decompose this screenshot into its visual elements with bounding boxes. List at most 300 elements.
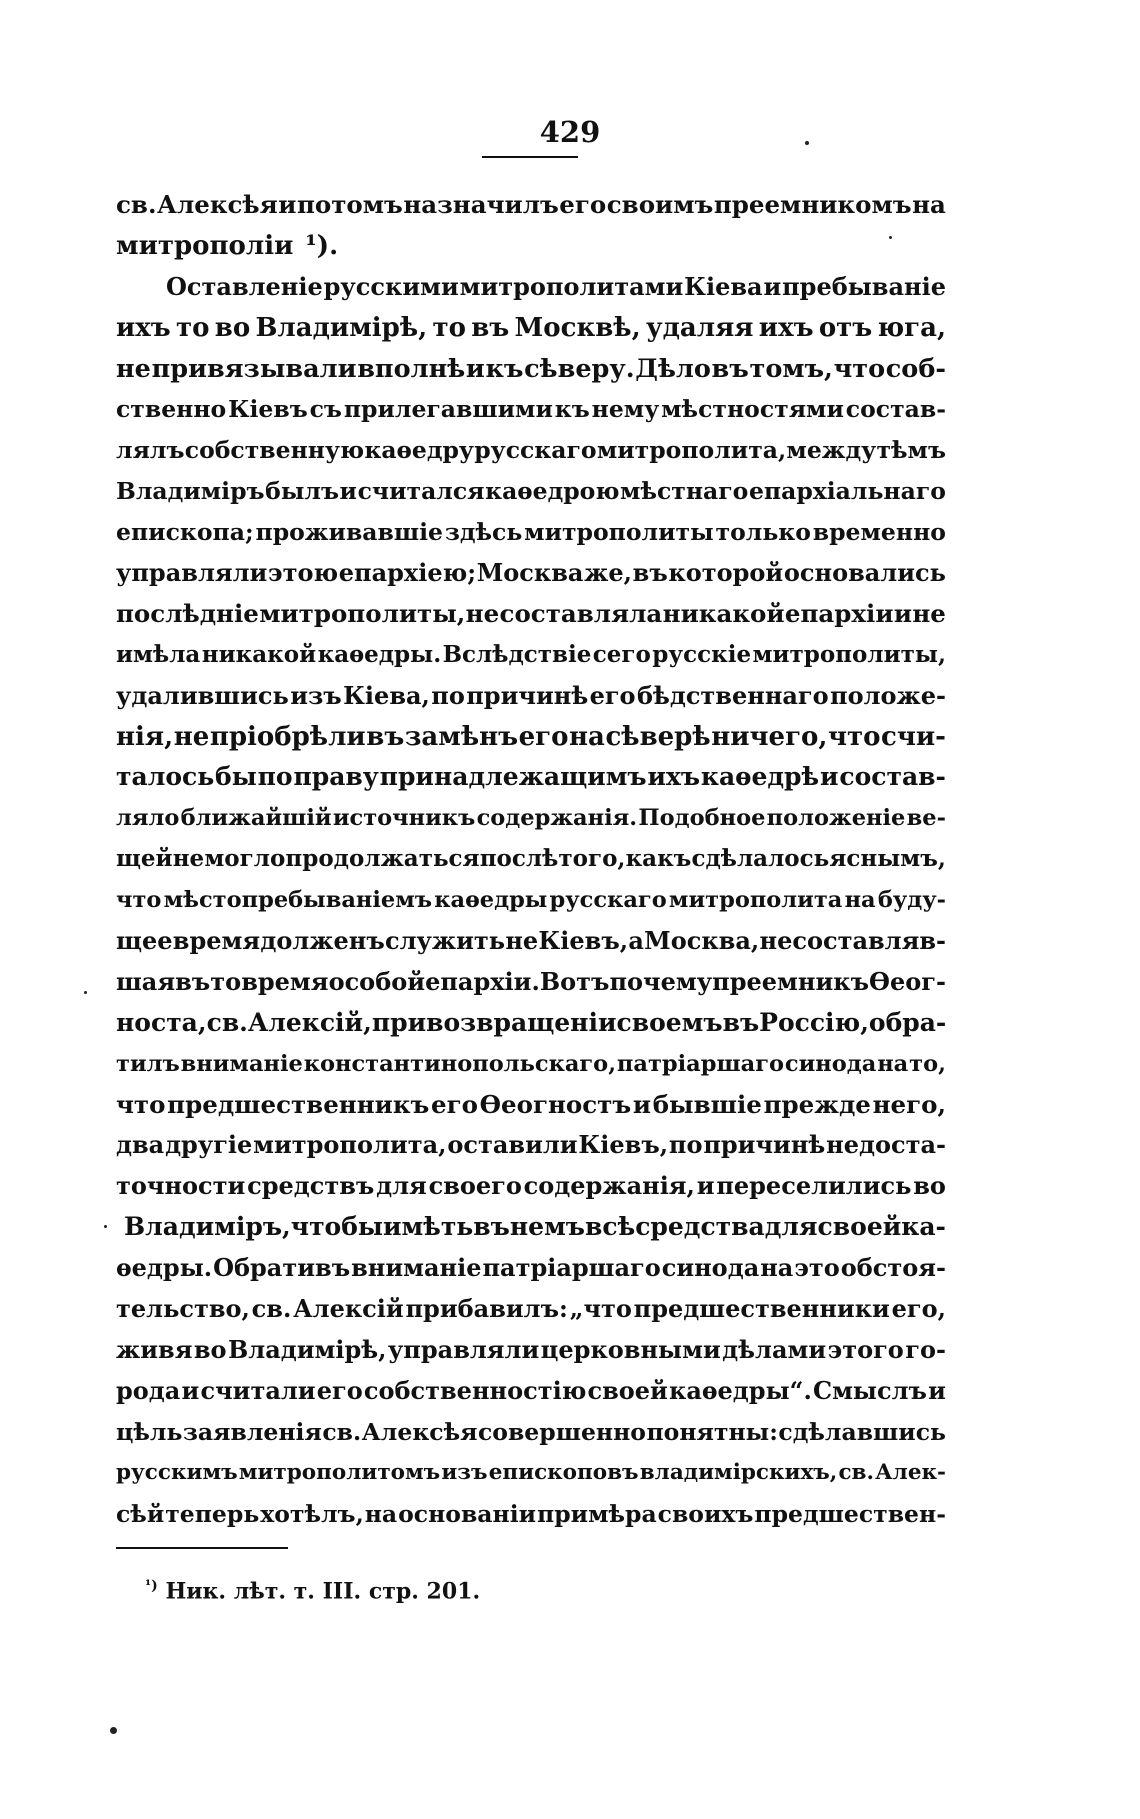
word: яснымъ, <box>829 845 946 873</box>
word: на <box>760 1253 794 1283</box>
word: каѳедры“. <box>669 1375 812 1405</box>
word: въ <box>711 353 749 384</box>
print-speck <box>84 991 87 994</box>
body-line <box>116 1453 946 1494</box>
word: Кіева <box>684 271 763 301</box>
word: русскіе <box>652 640 752 668</box>
word: владимірскихъ, <box>639 1459 838 1485</box>
word: митрополита, <box>596 436 787 465</box>
word: въ <box>471 312 510 343</box>
word: патріаршаго <box>482 1253 661 1283</box>
word: патріаршаго <box>616 1050 785 1077</box>
word: предшественникъ <box>167 1089 430 1119</box>
word: епархіею; <box>338 558 477 588</box>
word: цѣль <box>116 1417 183 1446</box>
word: этого <box>827 1334 904 1364</box>
word: того, <box>558 845 626 873</box>
word: обра- <box>868 1007 946 1037</box>
word: имѣть <box>382 1212 474 1242</box>
word: потомъ <box>296 190 403 219</box>
word: всѣ <box>585 1212 636 1242</box>
word: причинѣ <box>466 680 589 710</box>
word: сѣверу. <box>524 353 635 384</box>
word: своего <box>428 1171 522 1201</box>
body-line <box>116 226 946 267</box>
word: русскими <box>323 271 459 301</box>
word: ¹). <box>305 230 339 261</box>
word: Алексій <box>293 1294 404 1324</box>
body-line <box>116 1085 946 1126</box>
body-line <box>116 1494 946 1535</box>
word: каѳедру <box>364 436 474 465</box>
word: другіе <box>165 1130 253 1160</box>
body-line <box>116 635 946 676</box>
word: Кіевъ, <box>538 926 629 956</box>
body-line <box>116 1207 946 1248</box>
body-line <box>116 1125 946 1166</box>
word: основаніи <box>398 1499 537 1528</box>
word: его <box>518 721 569 752</box>
word: немъ <box>509 1212 585 1242</box>
word: томъ, <box>749 353 833 384</box>
word: каѳедрѣ <box>700 762 820 792</box>
word: синода <box>661 1253 760 1283</box>
word: митрополитомъ <box>238 1459 441 1485</box>
word: соб- <box>885 353 946 384</box>
word: во <box>193 1334 227 1364</box>
word: ве- <box>906 805 946 832</box>
word: пребываніе <box>782 271 946 301</box>
body-line <box>116 839 946 880</box>
word: нему <box>591 395 660 424</box>
body-line <box>116 1289 946 1330</box>
word: „что <box>569 1294 632 1324</box>
word: живя <box>116 1334 193 1364</box>
body-line <box>116 962 946 1003</box>
word: дѣлами <box>722 1334 827 1364</box>
word: два <box>116 1130 165 1160</box>
word: митрополиты, <box>259 598 466 628</box>
word: во <box>214 312 251 343</box>
word: изъ <box>290 680 342 710</box>
word: Алексѣя <box>157 190 278 219</box>
word: Обративъ <box>213 1253 351 1283</box>
word: и <box>696 1171 715 1201</box>
word: во <box>913 1171 946 1201</box>
body-line <box>116 676 946 717</box>
word: Ѳеог- <box>869 966 946 996</box>
body-line <box>116 430 946 471</box>
body-line <box>116 798 946 839</box>
word: не <box>173 721 210 752</box>
word: русскимъ <box>116 1459 238 1485</box>
word: Вотъ <box>539 966 610 996</box>
word: и <box>181 1375 200 1405</box>
word: несоставляв- <box>759 926 946 956</box>
word: то <box>176 312 210 343</box>
word: не <box>505 926 539 956</box>
word: ка- <box>901 1212 946 1242</box>
word: буду- <box>877 887 946 914</box>
word: его, <box>891 1294 946 1324</box>
word: на <box>912 190 946 219</box>
word: русскаго <box>549 887 667 914</box>
word: и <box>465 353 485 384</box>
word: собственную <box>184 436 365 465</box>
word: счи- <box>880 721 946 752</box>
word: мѣстностями <box>661 395 844 424</box>
word: для <box>376 1171 427 1201</box>
word: рода <box>116 1375 181 1405</box>
word: своей <box>587 1375 668 1405</box>
word: Владимірѣ, <box>255 312 428 343</box>
word: обстоя- <box>840 1253 946 1283</box>
word: го- <box>905 1334 946 1364</box>
word: Владиміръ, <box>124 1212 291 1242</box>
word: лялъ <box>116 436 185 465</box>
word: и <box>819 762 839 792</box>
word: ихъ <box>116 312 171 343</box>
word: служить <box>384 926 506 956</box>
body-line <box>116 1248 946 1289</box>
body-line <box>116 594 946 635</box>
word: что <box>116 1089 166 1119</box>
word: русскаго <box>474 436 597 465</box>
word: сѣверѣ <box>605 721 711 752</box>
word: отъ <box>818 312 873 343</box>
word: заявленія <box>182 1417 322 1446</box>
word: своимъ <box>606 190 714 219</box>
word: и <box>763 271 782 301</box>
word: на <box>569 721 605 752</box>
word: епархіи <box>784 598 894 628</box>
word: принадлежащимъ <box>379 762 647 792</box>
body-line <box>116 389 946 430</box>
word: что <box>833 353 886 384</box>
word: ляло <box>116 805 180 832</box>
word: состав- <box>845 395 946 424</box>
word: его <box>316 1375 363 1405</box>
word: вполнѣ <box>357 353 466 384</box>
word: Дѣло <box>635 353 711 384</box>
word: къ <box>485 353 524 384</box>
page-number: 429 <box>539 115 601 149</box>
word: недоста- <box>826 1130 946 1160</box>
word: что <box>116 887 162 914</box>
word: ственно <box>116 395 227 424</box>
word: бѣдственнаго <box>636 680 829 710</box>
word: не <box>912 598 946 628</box>
word: юга, <box>877 312 946 343</box>
body-text <box>116 185 946 1534</box>
word: константинопольскаго, <box>303 1050 617 1077</box>
body-line <box>116 553 946 594</box>
word: митрополіи <box>116 230 294 261</box>
word: ѳедры. <box>116 1253 213 1283</box>
word: мѣстопребываніемъ <box>163 887 433 914</box>
word: св. <box>116 190 157 219</box>
word: въ <box>175 966 211 996</box>
body-line <box>116 921 946 962</box>
word: средствъ <box>247 1171 375 1201</box>
word: и <box>632 1089 651 1119</box>
word: епархіальнаго <box>748 477 946 506</box>
body-line <box>116 1166 946 1207</box>
word: бы <box>215 762 257 792</box>
word: Владимірѣ, <box>227 1334 387 1364</box>
word: тилъ <box>116 1050 180 1077</box>
word: то <box>210 966 242 996</box>
word: никакой <box>201 640 317 668</box>
word: прилегавшими <box>343 395 553 424</box>
word: прибавилъ: <box>405 1294 568 1324</box>
word: сего <box>592 640 651 668</box>
word: возвращеніи <box>426 1007 617 1037</box>
word: Кіевъ, <box>578 1130 669 1160</box>
word: митрополита, <box>253 1130 447 1160</box>
word: Алексій, <box>247 1007 372 1037</box>
word: своемъ <box>616 1007 723 1037</box>
word: управляли <box>387 1334 540 1364</box>
body-line <box>116 757 946 798</box>
word: собственностію <box>363 1375 587 1405</box>
word: понятны: <box>646 1417 778 1446</box>
word: нія, <box>116 721 174 752</box>
word: въ <box>366 721 405 752</box>
word: то, <box>909 1050 946 1077</box>
word: и <box>893 598 913 628</box>
word: какъ <box>625 845 692 873</box>
word: шая <box>116 966 176 996</box>
word: время <box>172 926 261 956</box>
word: считали <box>200 1375 316 1405</box>
word: св. <box>838 1459 874 1485</box>
word: этою <box>267 558 339 588</box>
word: митрополиты, <box>752 640 946 668</box>
body-line <box>116 1044 946 1085</box>
word: составляла <box>499 598 663 628</box>
word: былъ <box>265 477 339 506</box>
word: въ <box>722 1007 760 1037</box>
word: къ <box>554 395 590 424</box>
body-line <box>116 1412 946 1453</box>
word: что <box>827 721 881 752</box>
word: его <box>589 680 636 710</box>
word: своихъ <box>657 1499 754 1528</box>
word: примѣра <box>537 1499 657 1528</box>
word: по <box>257 762 293 792</box>
word: ничего, <box>711 721 828 752</box>
word: его <box>431 1089 478 1119</box>
word: митрополитами <box>459 271 684 301</box>
word: особой <box>328 966 426 996</box>
word: Москва, <box>644 926 760 956</box>
word: переселились <box>716 1171 912 1201</box>
word: основались <box>783 558 946 588</box>
word: въ <box>473 1212 510 1242</box>
word: епархіи. <box>425 966 540 996</box>
word: замѣнъ <box>404 721 519 752</box>
word: церковными <box>540 1334 721 1364</box>
word: Москва <box>476 558 584 588</box>
word: теперь <box>165 1499 260 1528</box>
body-line <box>116 185 946 226</box>
word: здѣсь <box>444 518 523 547</box>
word: изъ <box>441 1459 488 1485</box>
word: хотѣлъ, <box>260 1499 364 1528</box>
word: оставили <box>447 1130 578 1160</box>
word: каѳедры <box>434 887 548 914</box>
word: а <box>628 926 644 956</box>
print-speck <box>110 1727 117 1734</box>
word: привязывали <box>151 353 357 384</box>
word: управляли <box>116 558 268 588</box>
word: на <box>844 887 876 914</box>
word: средства <box>635 1212 765 1242</box>
word: митрополиты <box>524 518 714 547</box>
body-line <box>116 1371 946 1412</box>
word: удалившись <box>116 680 289 710</box>
word: Кіевъ <box>228 395 308 424</box>
footnote-marker: ¹) <box>145 1578 158 1594</box>
word: въ <box>632 558 668 588</box>
word: бывшіе <box>652 1089 762 1119</box>
word: св. <box>251 1294 292 1324</box>
word: причинѣ <box>703 1130 826 1160</box>
word: не <box>116 353 151 384</box>
word: съ <box>309 395 342 424</box>
body-line <box>116 717 946 758</box>
word: Подобное <box>638 805 766 832</box>
print-speck <box>805 141 809 145</box>
word: продолжаться <box>285 845 480 873</box>
body-line <box>116 1330 946 1371</box>
word: и <box>928 1375 946 1405</box>
word: источникъ <box>332 805 476 832</box>
word: своей <box>817 1212 902 1242</box>
word: при <box>371 1007 427 1037</box>
footnote <box>145 1571 480 1606</box>
body-line <box>116 880 946 921</box>
word: имѣла <box>116 640 201 668</box>
word: которой <box>668 558 784 588</box>
word: Кіева, <box>343 680 430 710</box>
word: совершенно <box>478 1417 646 1446</box>
word: никакой <box>662 598 785 628</box>
word: временно <box>812 518 946 547</box>
word: Алексѣя <box>361 1417 478 1446</box>
word: ближайшій <box>180 805 332 832</box>
word: него, <box>872 1089 946 1119</box>
word: состав- <box>839 762 946 792</box>
word: не <box>172 845 205 873</box>
word: св. <box>322 1417 362 1446</box>
word: ихъ <box>758 312 814 343</box>
word: для <box>764 1212 818 1242</box>
body-line <box>116 1003 946 1044</box>
word: Вслѣдствіе <box>442 640 592 668</box>
word: мѣстнаго <box>620 477 749 506</box>
footnote-rule <box>116 1547 288 1549</box>
word: Владиміръ <box>116 477 265 506</box>
word: долженъ <box>260 926 385 956</box>
word: носта, <box>116 1007 207 1037</box>
body-line <box>116 308 946 349</box>
word: пріобрѣли <box>209 721 366 752</box>
word: на <box>877 1050 909 1077</box>
word: положеніе <box>766 805 906 832</box>
word: епископовъ <box>488 1459 639 1485</box>
word: синода <box>784 1050 877 1077</box>
word: каѳедры. <box>317 640 442 668</box>
word: то <box>432 312 466 343</box>
word: ихъ <box>647 762 701 792</box>
word: назначилъ <box>403 190 559 219</box>
word: могло <box>204 845 286 873</box>
word: Смыслъ <box>812 1375 927 1405</box>
word: на <box>364 1499 398 1528</box>
word: между <box>786 436 877 465</box>
word: прежде <box>763 1089 871 1119</box>
word: по <box>668 1130 703 1160</box>
word: сдѣлавшись <box>778 1417 946 1446</box>
word: не <box>465 598 500 628</box>
word: время <box>241 966 329 996</box>
word: чтобы <box>290 1212 383 1242</box>
word: Алек- <box>875 1459 946 1485</box>
print-speck <box>889 236 892 239</box>
body-line <box>116 349 946 390</box>
body-line <box>116 512 946 553</box>
word: праву <box>293 762 379 792</box>
body-line <box>116 471 946 512</box>
word: вниманіе <box>180 1050 303 1077</box>
word: тельство, <box>116 1294 250 1324</box>
word: талось <box>116 762 215 792</box>
word: вниманіе <box>351 1253 482 1283</box>
word: содержанія. <box>476 805 638 832</box>
word: и <box>278 190 297 219</box>
word: сдѣлалось <box>691 845 830 873</box>
word: сѣй <box>116 1499 165 1528</box>
word: удаляя <box>645 312 754 343</box>
word: тѣмъ <box>876 436 946 465</box>
word: только <box>715 518 811 547</box>
word: точности <box>116 1171 246 1201</box>
word: Оставленіе <box>166 271 323 301</box>
word: преемникъ <box>712 966 869 996</box>
word: Москвѣ, <box>514 312 641 343</box>
word: св. <box>206 1007 248 1037</box>
word: епископа; <box>116 518 254 547</box>
page-number-rule <box>482 156 578 158</box>
word: митрополита <box>668 887 843 914</box>
word: считался <box>357 477 485 506</box>
word: по <box>431 680 465 710</box>
word: и <box>339 477 357 506</box>
word: же, <box>584 558 632 588</box>
word: каѳедрою <box>485 477 620 506</box>
word: проживавшіе <box>255 518 443 547</box>
print-speck <box>104 1225 107 1228</box>
word: положе- <box>830 680 946 710</box>
word: предшествен- <box>754 1499 946 1528</box>
word: Россію, <box>759 1007 869 1037</box>
body-line <box>116 267 946 308</box>
word: щей <box>116 845 173 873</box>
word: это <box>794 1253 840 1283</box>
footnote-text: Ник. лѣт. т. III. стр. 201. <box>165 1578 481 1605</box>
